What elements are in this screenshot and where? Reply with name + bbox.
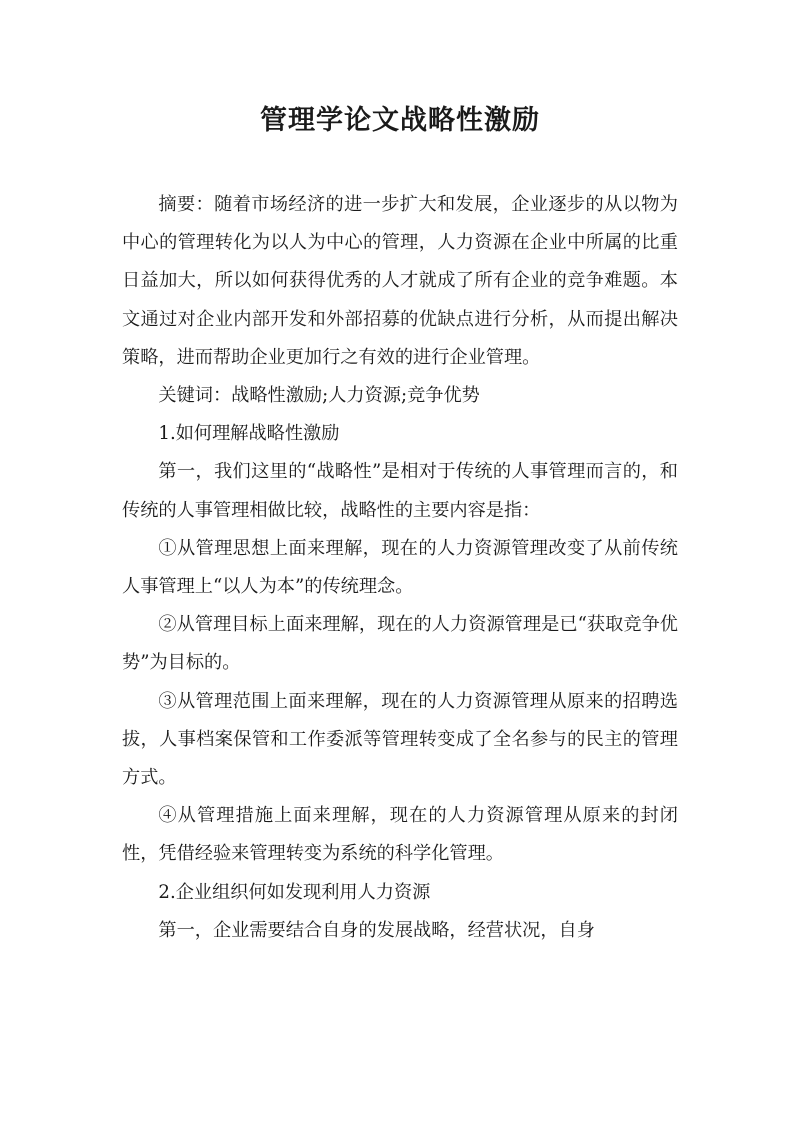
abstract-paragraph: 摘要：随着市场经济的进一步扩大和发展，企业逐步的从以物为中心的管理转化为以人为中心的管理，人力资源在企业中所属的比重日益加大，所以如何获得优秀的人才就成了所有企业的竞争难题。本文通过对企业内部开发和外部招募的优缺点进行分析，从而提出解决策略，进而帮助企业更加行之有效的进行企业管理。	[122, 194, 678, 368]
list-item-2: ②从管理目标上面来理解，现在的人力资源管理是已“获取竞争优势”为目标的。	[122, 614, 678, 674]
keywords-paragraph: 关键词：战略性激励;人力资源;竞争优势	[158, 385, 480, 407]
document-body	[122, 186, 678, 950]
document-title: 管理学论文战略性激励	[260, 105, 540, 136]
section-heading-2: 2.企业组织何如发现利用人力资源	[158, 881, 431, 903]
body-paragraph: 第一，我们这里的“战略性”是相对于传统的人事管理而言的，和传统的人事管理相做比较，战略性的主要内容是指：	[122, 461, 678, 521]
list-item-3: ③从管理范围上面来理解，现在的人力资源管理从原来的招聘选拔，人事档案保管和工作委派等管理转变成了全名参与的民主的管理方式。	[122, 690, 678, 789]
body-paragraph: 第一，企业需要结合自身的发展战略，经营状况，自身	[158, 919, 595, 941]
list-item-1: ①从管理思想上面来理解，现在的人力资源管理改变了从前传统人事管理上“以人为本”的传统理念。	[122, 537, 678, 598]
list-item-4: ④从管理措施上面来理解，现在的人力资源管理从原来的封闭性，凭借经验来管理转变为系统的科学化管理。	[122, 805, 678, 865]
section-heading-1: 1.如何理解战略性激励	[158, 423, 340, 445]
